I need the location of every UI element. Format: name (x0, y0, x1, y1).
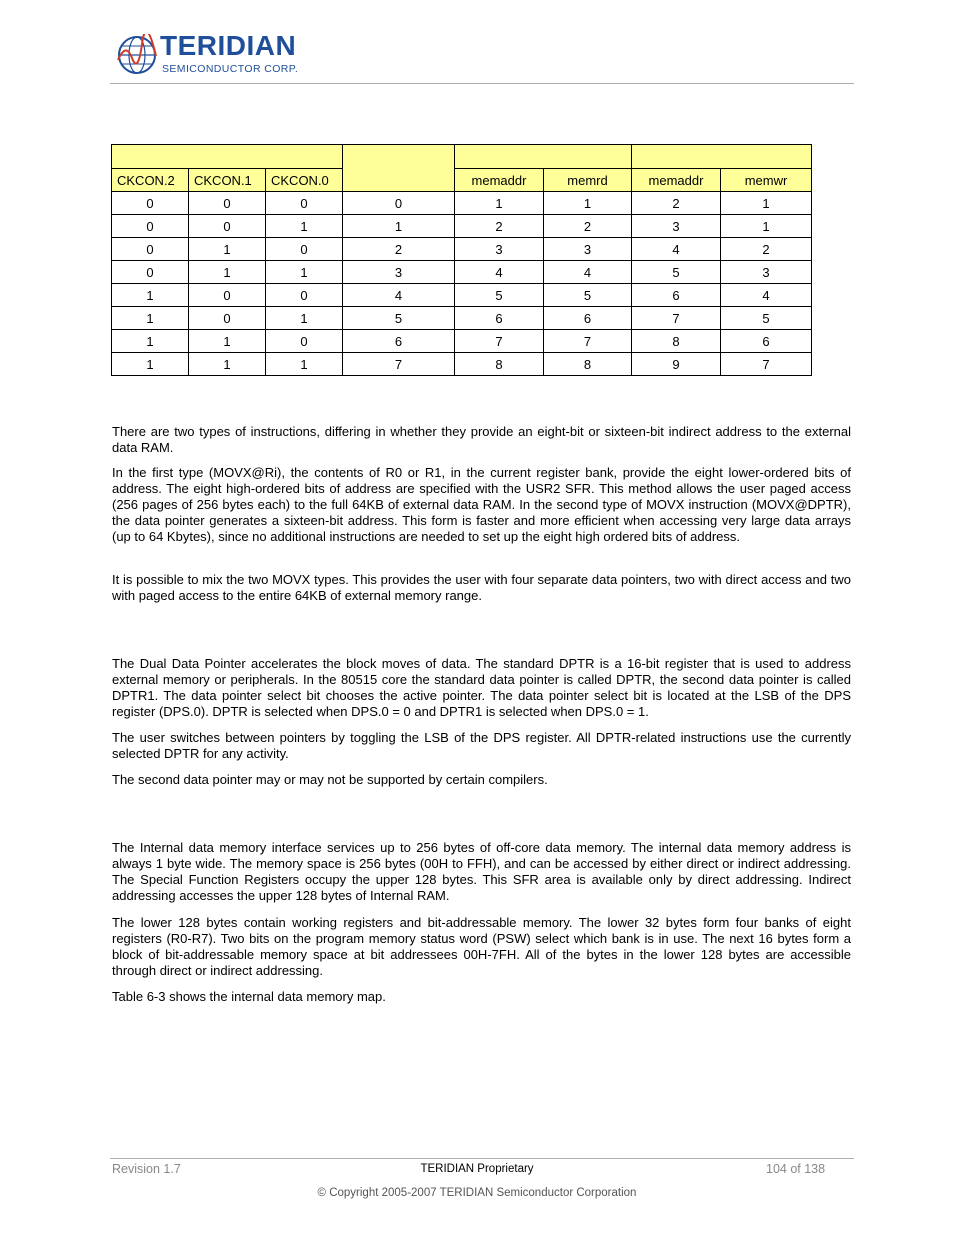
paragraph-dps-toggle: The user switches between pointers by toggling the LSB of the DPS register. All DPTR-related instructions use the currently selected DPTR for any activity. (112, 730, 851, 761)
table-cell: 0 (112, 192, 189, 215)
table-cell: 7 (455, 330, 544, 353)
paragraph-dual-dptr: The Dual Data Pointer accelerates the block moves of data. The standard DPTR is a 16-bit register that is used to address external memory or peripherals. In the 80515 core the standard data pointer is called DPTR, the second data pointer is called DPTR1. The data pointer select bit chooses the active pointer. The data pointer select bit is located at the LSB of the DPS register (DPS.0). DPTR is selected when DPS.0 = 0 and DPTR1 is selected when DPS.0 = 1. (112, 656, 851, 719)
footer-proprietary: TERIDIAN Proprietary (420, 1163, 534, 1175)
table-cell: 1 (266, 353, 343, 376)
table-cell: 4 (343, 284, 455, 307)
table-header-cell: CKCON.0 (266, 169, 343, 192)
paragraph-internal-memory: The Internal data memory interface services up to 256 bytes of off-core data memory. The internal data memory address is always 1 byte wide. The memory space is 256 bytes (00H to FFH), and can be accessed by either direct or indirect addressing. The Special Function Registers occupy the upper 128 bytes. This SFR area is available only by direct addressing. Indirect addressing accesses the upper 128 bytes of Internal RAM. (112, 840, 851, 903)
table-cell: 6 (343, 330, 455, 353)
table-cell: 1 (189, 238, 266, 261)
footer-page-number: 104 of 138 (766, 1162, 826, 1176)
table-header-group-ckcon (112, 145, 343, 169)
table-cell: 1 (189, 330, 266, 353)
table-row (112, 353, 812, 376)
teridian-globe-icon (116, 34, 158, 78)
table-cell: 7 (721, 353, 812, 376)
table-cell: 2 (343, 238, 455, 261)
table-header-row-1 (112, 145, 812, 169)
table-cell: 0 (112, 215, 189, 238)
table-cell: 1 (112, 353, 189, 376)
table-cell: 8 (632, 330, 721, 353)
table-cell: 8 (544, 353, 632, 376)
table-cell: 0 (189, 284, 266, 307)
table-cell: 0 (266, 192, 343, 215)
logo-subtitle: SEMICONDUCTOR CORP. (162, 63, 299, 75)
table-cell: 2 (455, 215, 544, 238)
table-cell: 4 (455, 261, 544, 284)
table-cell: 1 (721, 215, 812, 238)
table-cell: 0 (189, 307, 266, 330)
table-cell: 0 (189, 192, 266, 215)
table-cell: 4 (544, 261, 632, 284)
table-header-stretch (343, 145, 455, 192)
table-cell: 0 (266, 284, 343, 307)
table-header-cell: memrd (544, 169, 632, 192)
table-cell: 0 (343, 192, 455, 215)
table-header-cell: memwr (721, 169, 812, 192)
table-cell: 8 (455, 353, 544, 376)
table-header-cell: memaddr (632, 169, 721, 192)
table-cell: 1 (343, 215, 455, 238)
table-cell: 4 (632, 238, 721, 261)
table-cell: 2 (632, 192, 721, 215)
teridian-logo (116, 32, 326, 80)
table-header-cell: memaddr (455, 169, 544, 192)
table-header-cell: CKCON.2 (112, 169, 189, 192)
footer-copyright: © Copyright 2005-2007 TERIDIAN Semiconductor Corporation (317, 1187, 637, 1199)
table-header-group-read (455, 145, 632, 169)
table-cell: 3 (632, 215, 721, 238)
table-cell: 6 (455, 307, 544, 330)
table-cell: 4 (721, 284, 812, 307)
table-cell: 1 (112, 284, 189, 307)
paragraph-table-ref: Table 6-3 shows the internal data memory map. (112, 989, 386, 1004)
table-cell: 7 (343, 353, 455, 376)
table-cell: 1 (189, 353, 266, 376)
table-cell: 5 (455, 284, 544, 307)
table-cell: 7 (544, 330, 632, 353)
table-cell: 1 (455, 192, 544, 215)
table-header-cell: CKCON.1 (189, 169, 266, 192)
table-cell: 0 (266, 238, 343, 261)
table-cell: 3 (544, 238, 632, 261)
paragraph-movx-ri: In the first type (MOVX@Ri), the contents of R0 or R1, in the current register bank, provide the eight lower-ordered bits of address. The eight high-ordered bits of address are specified with the USR2 SFR. This method allows the user paged access (256 pages of 256 bytes each) to the full 64KB of external data RAM. In the second type of MOVX instruction (MOVX@DPTR), the data pointer generates a sixteen-bit address. This form is faster and more efficient when accessing very large data arrays (up to 64 Kbytes), since no additional instructions are needed to set up the eight high ordered bits of address. (112, 465, 851, 544)
table-cell: 3 (721, 261, 812, 284)
table-cell: 2 (721, 238, 812, 261)
table-cell: 5 (721, 307, 812, 330)
table-cell: 1 (189, 261, 266, 284)
table-row (112, 330, 812, 353)
table-cell: 3 (455, 238, 544, 261)
table-cell: 1 (266, 261, 343, 284)
table-row (112, 284, 812, 307)
paragraph-lower-128: The lower 128 bytes contain working registers and bit-addressable memory. The lower 32 bytes form four banks of eight registers (R0-R7). Two bits on the program memory status word (PSW) select which bank is in use. The next 16 bytes form a block of bit-addressable memory space at bit addressees 00H-7FH. All of the bytes in the lower 128 bytes are accessible through direct or indirect addressing. (112, 915, 851, 978)
table-cell: 0 (189, 215, 266, 238)
table-cell: 7 (632, 307, 721, 330)
wait-state-table (111, 144, 812, 376)
table-cell: 2 (544, 215, 632, 238)
table-header-row-2 (112, 169, 812, 192)
table-cell: 1 (266, 307, 343, 330)
paragraph-compiler-note: The second data pointer may or may not be supported by certain compilers. (112, 772, 548, 787)
footer-revision: Revision 1.7 (112, 1162, 181, 1176)
table-cell: 1 (112, 330, 189, 353)
table-cell: 5 (343, 307, 455, 330)
table-cell: 0 (266, 330, 343, 353)
table-cell: 5 (544, 284, 632, 307)
logo-wordmark: TERIDIAN (160, 30, 297, 61)
table-cell: 1 (112, 307, 189, 330)
table-cell: 0 (112, 261, 189, 284)
paragraph-movx-mix: It is possible to mix the two MOVX types. This provides the user with four separate data pointers, two with direct access and two with paged access to the entire 64KB of external memory range. (112, 572, 851, 603)
table-row (112, 215, 812, 238)
table-cell: 3 (343, 261, 455, 284)
table-row (112, 192, 812, 215)
paragraph-movx-types: There are two types of instructions, differing in whether they provide an eight-bit or sixteen-bit indirect address to the external data RAM. (112, 424, 851, 455)
table-cell: 1 (544, 192, 632, 215)
table-cell: 1 (266, 215, 343, 238)
table-cell: 1 (721, 192, 812, 215)
table-cell: 9 (632, 353, 721, 376)
table-cell: 0 (112, 238, 189, 261)
table-cell: 6 (632, 284, 721, 307)
footer-divider (110, 1158, 854, 1159)
table-header-group-write (632, 145, 812, 169)
table-cell: 6 (544, 307, 632, 330)
header-divider (110, 83, 854, 84)
table-cell: 5 (632, 261, 721, 284)
table-cell: 6 (721, 330, 812, 353)
table-row (112, 238, 812, 261)
table-row (112, 307, 812, 330)
table-row (112, 261, 812, 284)
